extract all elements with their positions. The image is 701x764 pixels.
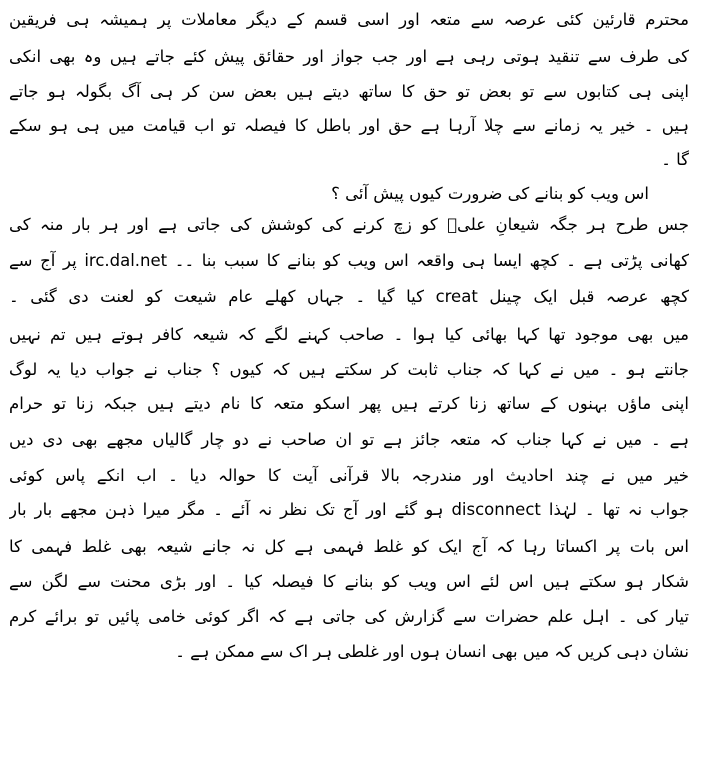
paragraph-2-line-5: جانتے ہو ۔ میں نے کہا کہ جناب ثابت کر سکتے ہیں کہ کیوں ؟ جناب نے جواب دیا یہ لوگ — [9, 360, 689, 379]
paragraph-1-line-1: محترم قارئین کئی عرصہ سے متعہ اور اسی قسم کے دیگر معاملات پر ہمیشہ ہی فریقین — [9, 10, 689, 29]
paragraph-1-line-2: کی طرف سے تنقید ہوتی رہی ہے اور جب جواز اور حقائق پیش کئے جاتے ہیں وہ بھی انکی — [9, 47, 689, 66]
paragraph-1-line-5: گا ۔ — [661, 150, 689, 169]
paragraph-1-line-3: اپنی ہی کتابوں سے تو بعض تو حق کا ساتھ دیتے ہیں بعض سن کر ہی آگ بگولہ ہو جاتے — [9, 82, 689, 101]
paragraph-2-line-6: اپنی ماؤں بہنوں کے ساتھ زنا کرتے ہیں پھر اسکو متعہ کا نام دیتے ہیں جبکہ زنا تو حرام — [9, 394, 689, 413]
paragraph-2-line-4: میں بھی موجود تھا کہا بھائی کیا ہوا ۔ صاحب کہنے لگے کہ شیعہ کافر ہوتے ہیں تم نہیں — [9, 325, 689, 344]
paragraph-2-line-3: کچھ عرصہ قبل ایک چینل creat کیا گیا ۔ جہاں کھلے عام شیعت کو لعنت دی گئی ۔ — [9, 287, 689, 306]
paragraph-2-line-13: نشان دہی کریں کہ میں بھی انسان ہوں اور غلطی ہر اک سے ممکن ہے ۔ — [175, 642, 689, 661]
paragraph-2-line-10: اس بات پر اکساتا رہا کہ آج ایک کو غلط فہمی ہے کل نہ جانے شیعہ بھی غلط فہمی کا — [9, 537, 689, 556]
paragraph-2-line-12: تیار کی ۔ اہل علم حضرات سے گزارش کی جاتی ہے کہ اگر کوئی خامی پائیں تو برائے کرم — [9, 607, 689, 626]
paragraph-2-line-1: جس طرح ہر جگہ شیعانِ علیؑ کو زچ کرنے کی کوشش کی جاتی ہے اور ہر بار منہ کی — [9, 215, 689, 234]
paragraph-2-line-2: کھانی پڑتی ہے ۔ کچھ ایسا ہی واقعہ اس ویب کو بنانے کا سبب بنا ۔۔ irc.dal.net پر آج سے — [9, 251, 689, 270]
paragraph-2-line-9: جواب نہ تھا ۔ لہٰذا disconnect ہو گئے اور آج تک نظر نہ آئے ۔ مگر میرا ذہن مجھے بار بار — [9, 500, 689, 519]
paragraph-2-line-11: شکار ہو سکتے ہیں اس لئے اس ویب کو بنانے کا فیصلہ کیا ۔ اور بڑی محنت سے لگن سے — [9, 572, 689, 591]
paragraph-1-line-4: ہیں ۔ خیر یہ زمانے سے چلا آرہا ہے حق اور باطل کا فیصلہ تو اب قیامت میں ہی ہو سکے — [9, 116, 689, 135]
paragraph-2-line-7: ہے ۔ میں نے کہا جناب کہ متعہ جائز ہے تو ان صاحب نے دو چار گالیاں مجھے بھی دی دیں — [9, 430, 689, 449]
paragraph-2-line-8: خیر میں نے چند احادیث اور مندرجہ بالا قرآنی آیت کا حوالہ دیا ۔ اب انکے پاس کوئی — [9, 466, 689, 485]
section-heading: اس ویب کو بنانے کی ضرورت کیوں پیش آئی ؟ — [331, 184, 649, 203]
